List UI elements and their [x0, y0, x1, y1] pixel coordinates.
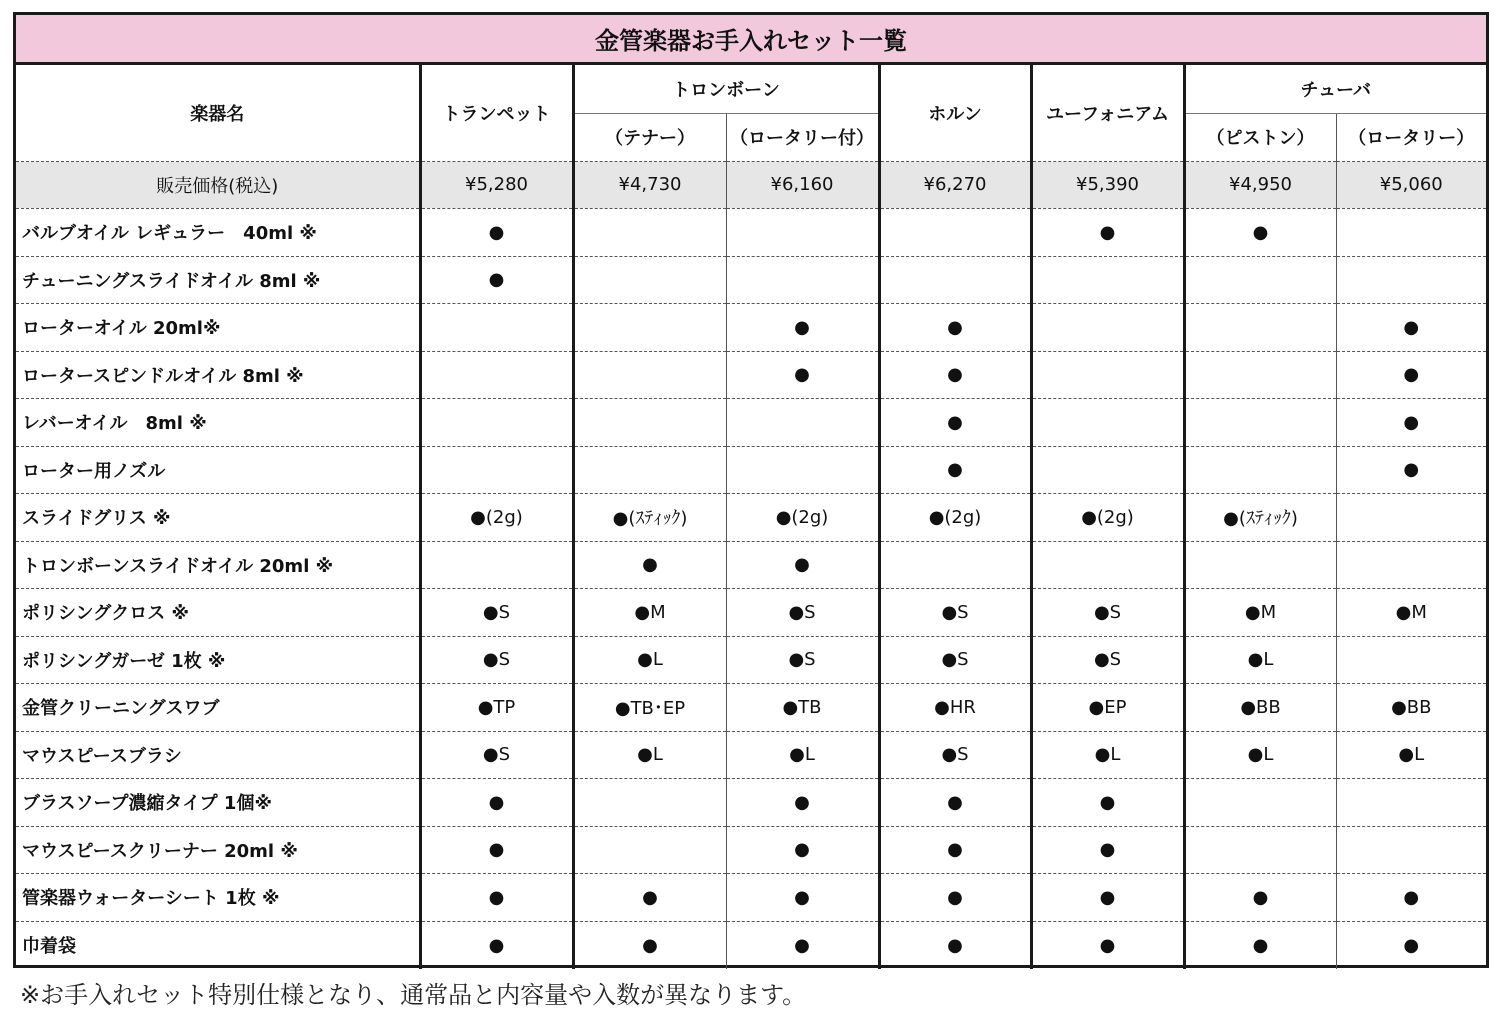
- item-cell: [1336, 541, 1486, 589]
- item-cell: [1184, 541, 1336, 589]
- item-cell: ●: [726, 779, 879, 827]
- item-cell: ●BB: [1336, 684, 1486, 732]
- table-row: [16, 636, 1486, 684]
- item-cell: ●S: [420, 636, 573, 684]
- table-row: [16, 684, 1486, 732]
- trumpet-header: トランペット: [420, 65, 573, 161]
- item-cell: ●L: [573, 636, 726, 684]
- item-cell: ●S: [420, 731, 573, 779]
- item-cell: ●: [879, 351, 1031, 399]
- item-cell: [1184, 779, 1336, 827]
- item-cell: ●: [879, 399, 1031, 447]
- item-cell: ●: [573, 541, 726, 589]
- item-cell: [573, 256, 726, 304]
- item-cell: ●L: [573, 731, 726, 779]
- item-cell: ●(2g): [1031, 494, 1184, 542]
- item-cell: ●(2g): [420, 494, 573, 542]
- item-cell: [879, 256, 1031, 304]
- table-row: [16, 446, 1486, 494]
- item-cell: ●: [1031, 826, 1184, 874]
- item-cell: ●: [726, 304, 879, 352]
- tuba-rotary-header: （ロータリー）: [1336, 113, 1486, 161]
- item-cell: ●TP: [420, 684, 573, 732]
- item-cell: [879, 541, 1031, 589]
- table-row: [16, 826, 1486, 874]
- item-cell: ●TB: [726, 684, 879, 732]
- item-cell: [1184, 256, 1336, 304]
- item-cell: ●: [1184, 921, 1336, 969]
- item-label: ポリシングクロス ※: [16, 589, 420, 637]
- item-cell: ●(2g): [726, 494, 879, 542]
- item-cell: ●: [1336, 399, 1486, 447]
- item-cell: [420, 446, 573, 494]
- euphonium-header: ユーフォニアム: [1031, 65, 1184, 161]
- item-cell: [573, 304, 726, 352]
- care-set-table-frame: [13, 12, 1489, 968]
- item-cell: ●M: [1336, 589, 1486, 637]
- item-cell: [1184, 446, 1336, 494]
- item-cell: ●S: [879, 589, 1031, 637]
- item-cell: ●S: [1031, 636, 1184, 684]
- item-cell: [573, 209, 726, 257]
- item-cell: ●(ｽﾃｨｯｸ): [573, 494, 726, 542]
- item-cell: ●: [1336, 874, 1486, 922]
- item-cell: ●TB･EP: [573, 684, 726, 732]
- item-cell: [1184, 304, 1336, 352]
- item-cell: ●(2g): [879, 494, 1031, 542]
- table-row: [16, 541, 1486, 589]
- item-cell: ●HR: [879, 684, 1031, 732]
- item-cell: [1031, 446, 1184, 494]
- item-label: ローターオイル 20ml※: [16, 304, 420, 352]
- item-cell: ●: [726, 351, 879, 399]
- item-label: バルブオイル レギュラー 40ml ※: [16, 209, 420, 257]
- item-cell: [420, 541, 573, 589]
- price-trombone-rotary: ¥6,160: [726, 161, 879, 209]
- item-cell: ●: [1336, 304, 1486, 352]
- item-cell: ●: [879, 921, 1031, 969]
- item-cell: [1031, 256, 1184, 304]
- item-cell: [420, 399, 573, 447]
- item-cell: [1336, 779, 1486, 827]
- item-cell: ●: [1184, 874, 1336, 922]
- item-cell: [1336, 256, 1486, 304]
- item-cell: [726, 446, 879, 494]
- instrument-label-header: 楽器名: [16, 65, 420, 161]
- item-cell: [1336, 209, 1486, 257]
- item-label: マウスピースクリーナー 20ml ※: [16, 826, 420, 874]
- table-row: [16, 351, 1486, 399]
- item-cell: ●: [1031, 779, 1184, 827]
- table-row: [16, 209, 1486, 257]
- item-cell: [1184, 399, 1336, 447]
- item-cell: [1031, 304, 1184, 352]
- table-row: [16, 779, 1486, 827]
- item-cell: ●: [1336, 446, 1486, 494]
- item-cell: ●: [1031, 209, 1184, 257]
- table-row: [16, 304, 1486, 352]
- item-cell: ●: [1184, 209, 1336, 257]
- item-cell: ●: [726, 874, 879, 922]
- item-label: 金管クリーニングスワブ: [16, 684, 420, 732]
- item-cell: [573, 399, 726, 447]
- price-trombone-tenor: ¥4,730: [573, 161, 726, 209]
- item-cell: ●: [420, 779, 573, 827]
- item-cell: ●L: [1336, 731, 1486, 779]
- item-label: マウスピースブラシ: [16, 731, 420, 779]
- item-cell: [573, 779, 726, 827]
- item-cell: ●: [726, 826, 879, 874]
- item-cell: [420, 304, 573, 352]
- price-euphonium: ¥5,390: [1031, 161, 1184, 209]
- item-cell: [1031, 351, 1184, 399]
- item-label: ローター用ノズル: [16, 446, 420, 494]
- item-cell: [879, 209, 1031, 257]
- item-cell: [1336, 826, 1486, 874]
- item-cell: [573, 446, 726, 494]
- price-trumpet: ¥5,280: [420, 161, 573, 209]
- tuba-header: チューバ: [1184, 65, 1486, 113]
- price-horn: ¥6,270: [879, 161, 1031, 209]
- item-cell: ●: [879, 874, 1031, 922]
- item-cell: ●: [1031, 874, 1184, 922]
- item-cell: ●L: [1184, 731, 1336, 779]
- table-row: [16, 731, 1486, 779]
- item-label: 管楽器ウォーターシート 1枚 ※: [16, 874, 420, 922]
- item-cell: ●S: [420, 589, 573, 637]
- item-label: 巾着袋: [22, 936, 76, 957]
- item-cell: ●: [420, 874, 573, 922]
- item-cell: ●: [879, 779, 1031, 827]
- item-cell: [1336, 636, 1486, 684]
- item-cell: ●: [420, 209, 573, 257]
- table-row: [16, 399, 1486, 447]
- item-cell: ●S: [726, 589, 879, 637]
- item-cell: [726, 256, 879, 304]
- table-row: [16, 589, 1486, 637]
- item-cell: [1184, 826, 1336, 874]
- item-cell: ●: [420, 826, 573, 874]
- price-tuba-piston: ¥4,950: [1184, 161, 1336, 209]
- item-label: ポリシングガーゼ 1枚 ※: [16, 636, 420, 684]
- item-cell: ●S: [726, 636, 879, 684]
- item-label: トロンボーンスライドオイル 20ml ※: [16, 541, 420, 589]
- table-row: [16, 494, 1486, 542]
- item-cell: ●M: [1184, 589, 1336, 637]
- price-label: 販売価格(税込): [16, 161, 420, 209]
- item-cell: [573, 826, 726, 874]
- item-cell: ●(ｽﾃｨｯｸ): [1184, 494, 1336, 542]
- item-cell: [1031, 541, 1184, 589]
- item-cell: [573, 351, 726, 399]
- trombone-tenor-header: （テナー）: [573, 113, 726, 161]
- item-cell: ●L: [1184, 636, 1336, 684]
- item-cell: ●: [879, 304, 1031, 352]
- item-cell: [420, 351, 573, 399]
- care-set-table: [16, 65, 1486, 969]
- item-cell: ●: [1336, 351, 1486, 399]
- item-cell: ●S: [1031, 589, 1184, 637]
- table-row: [16, 921, 1486, 969]
- item-cell: [1184, 351, 1336, 399]
- price-row: [16, 161, 1486, 209]
- item-cell: ●BB: [1184, 684, 1336, 732]
- item-cell: ●: [879, 446, 1031, 494]
- item-cell: ●: [573, 874, 726, 922]
- item-cell: ●: [879, 826, 1031, 874]
- trombone-rotary-header: （ロータリー付）: [726, 113, 879, 161]
- item-label: スライドグリス ※: [16, 494, 420, 542]
- item-cell: ●: [1031, 921, 1184, 969]
- item-label: チューニングスライドオイル 8ml ※: [16, 256, 420, 304]
- tuba-piston-header: （ピストン）: [1184, 113, 1336, 161]
- item-cell: ●: [726, 541, 879, 589]
- item-label: ロータースピンドルオイル 8ml ※: [16, 351, 420, 399]
- trombone-header: トロンボーン: [573, 65, 879, 113]
- item-cell: ●: [1336, 921, 1486, 969]
- item-cell: ●EP: [1031, 684, 1184, 732]
- table-row: [16, 256, 1486, 304]
- item-cell: ●S: [879, 731, 1031, 779]
- item-cell: [1336, 494, 1486, 542]
- page-title: 金管楽器お手入れセット一覧: [16, 15, 1486, 65]
- item-cell: ●L: [726, 731, 879, 779]
- horn-header: ホルン: [879, 65, 1031, 161]
- item-cell: ●: [420, 256, 573, 304]
- table-row: [16, 874, 1486, 922]
- item-cell: [726, 209, 879, 257]
- item-cell: ●L: [1031, 731, 1184, 779]
- item-cell: ●S: [879, 636, 1031, 684]
- item-cell: ●: [420, 921, 573, 969]
- price-tuba-rotary: ¥5,060: [1336, 161, 1486, 209]
- item-cell: [1031, 399, 1184, 447]
- item-cell: ●: [726, 921, 879, 969]
- item-cell: [726, 399, 879, 447]
- item-label: レバーオイル 8ml ※: [16, 399, 420, 447]
- item-cell: ●: [573, 921, 726, 969]
- item-cell: ●M: [573, 589, 726, 637]
- footnote: ※お手入れセット特別仕様となり、通常品と内容量や入数が異なります。: [20, 981, 807, 1009]
- item-label: ブラスソープ濃縮タイプ 1個※: [16, 779, 420, 827]
